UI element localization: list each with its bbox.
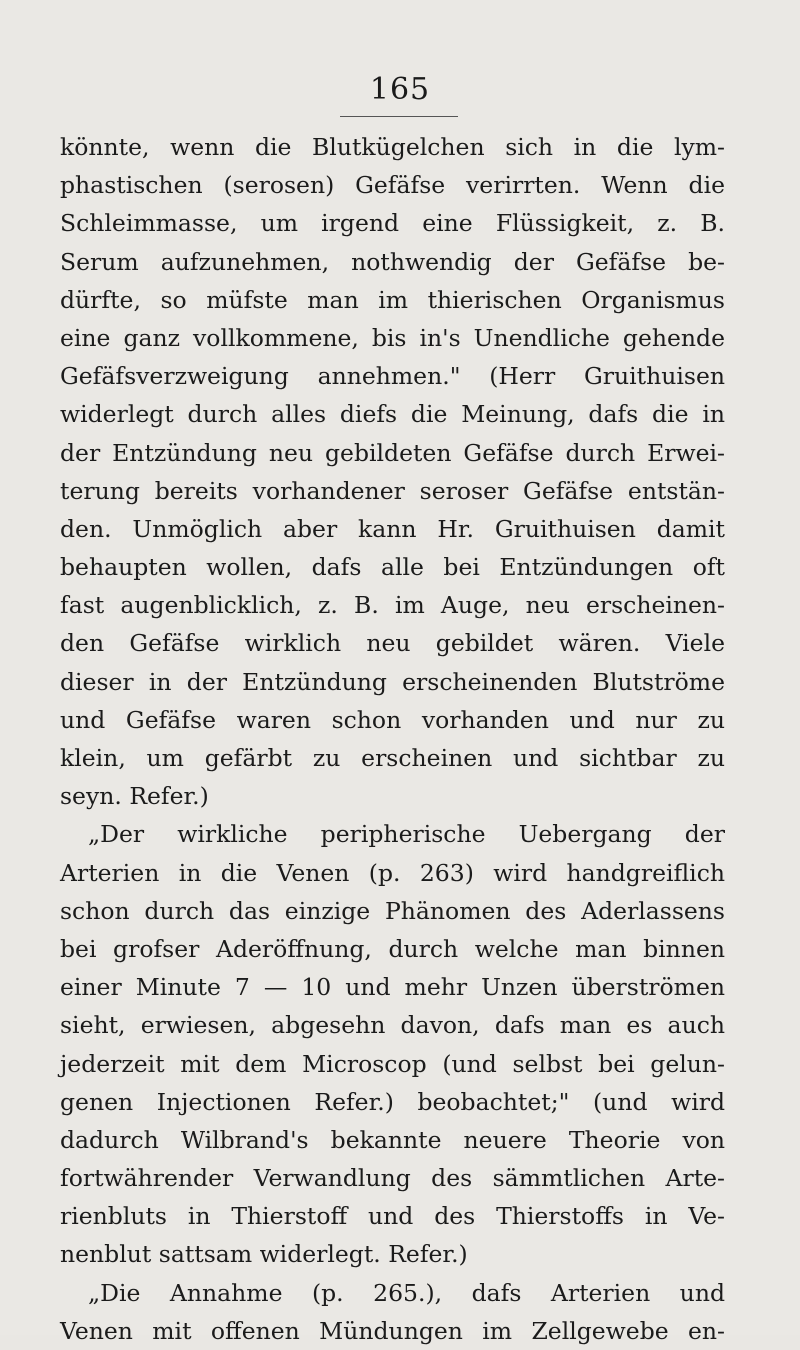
- text-line: dürfte, so müfste man im thierischen Organismus: [60, 285, 725, 314]
- page-number-rule: [340, 116, 458, 117]
- text-line: „Die Annahme (p. 265.), dafs Arterien und: [88, 1278, 725, 1307]
- text-line: behaupten wollen, dafs alle bei Entzündungen oft: [60, 553, 725, 582]
- text-line: genen Injectionen Refer.) beobachtet;" (und wird: [60, 1087, 725, 1116]
- text-line: widerlegt durch alles diefs die Meinung, dafs die in: [60, 400, 725, 429]
- text-line: klein, um gefärbt zu erscheinen und sichtbar zu: [60, 744, 725, 772]
- body-text: [60, 128, 725, 1350]
- text-line: Venen mit offenen Mündungen im Zellgewebe en-: [60, 1316, 725, 1345]
- text-line: sieht, erwiesen, abgesehn davon, dafs man es auch: [60, 1011, 725, 1040]
- text-line: schon durch das einzige Phänomen des Aderlassens: [60, 896, 725, 925]
- text-line: der Entzündung neu gebildeten Gefäfse durch Erwei-: [60, 438, 725, 467]
- text-line: rienbluts in Thierstoff und des Thierstoffs in Ve-: [60, 1202, 725, 1231]
- text-line: könnte, wenn die Blutkügelchen sich in die lym-: [60, 133, 725, 161]
- text-line: Serum aufzunehmen, nothwendig der Gefäfse be-: [60, 247, 725, 276]
- text-line: Gefäfsverzweigung annehmen." (Herr Gruithuisen: [60, 362, 725, 391]
- text-line: dadurch Wilbrand's bekannte neuere Theorie von: [60, 1125, 725, 1154]
- text-line: „Der wirkliche peripherische Uebergang der: [88, 820, 725, 849]
- text-line: Arterien in die Venen (p. 263) wird handgreiflich: [60, 858, 725, 887]
- page-number: 165: [369, 72, 431, 107]
- text-line: den Gefäfse wirklich neu gebildet wären. Viele: [60, 629, 725, 658]
- text-line: eine ganz vollkommene, bis in's Unendliche gehende: [60, 323, 725, 352]
- text-line: dieser in der Entzündung erscheinenden Blutströme: [60, 667, 725, 696]
- text-line: nenblut sattsam widerlegt. Refer.): [60, 1240, 468, 1269]
- text-line: und Gefäfse waren schon vorhanden und nur zu: [60, 705, 725, 734]
- text-line: fast augenblicklich, z. B. im Auge, neu erscheinen-: [60, 591, 725, 620]
- text-line: fortwährender Verwandlung des sämmtlichen Arte-: [60, 1164, 725, 1193]
- text-line: bei grofser Aderöffnung, durch welche man binnen: [60, 934, 725, 963]
- text-line: terung bereits vorhandener seroser Gefäfse entstän-: [60, 476, 725, 505]
- text-line: den. Unmöglich aber kann Hr. Gruithuisen damit: [60, 514, 725, 543]
- text-line: jederzeit mit dem Microscop (und selbst bei gelun-: [60, 1049, 725, 1078]
- text-line: phastischen (serosen) Gefäfse verirrten. Wenn die: [60, 171, 725, 200]
- text-line: seyn. Refer.): [60, 782, 209, 811]
- text-line: einer Minute 7 — 10 und mehr Unzen überströmen: [60, 973, 725, 1002]
- text-line: Schleimmasse, um irgend eine Flüssigkeit, z. B.: [60, 209, 725, 238]
